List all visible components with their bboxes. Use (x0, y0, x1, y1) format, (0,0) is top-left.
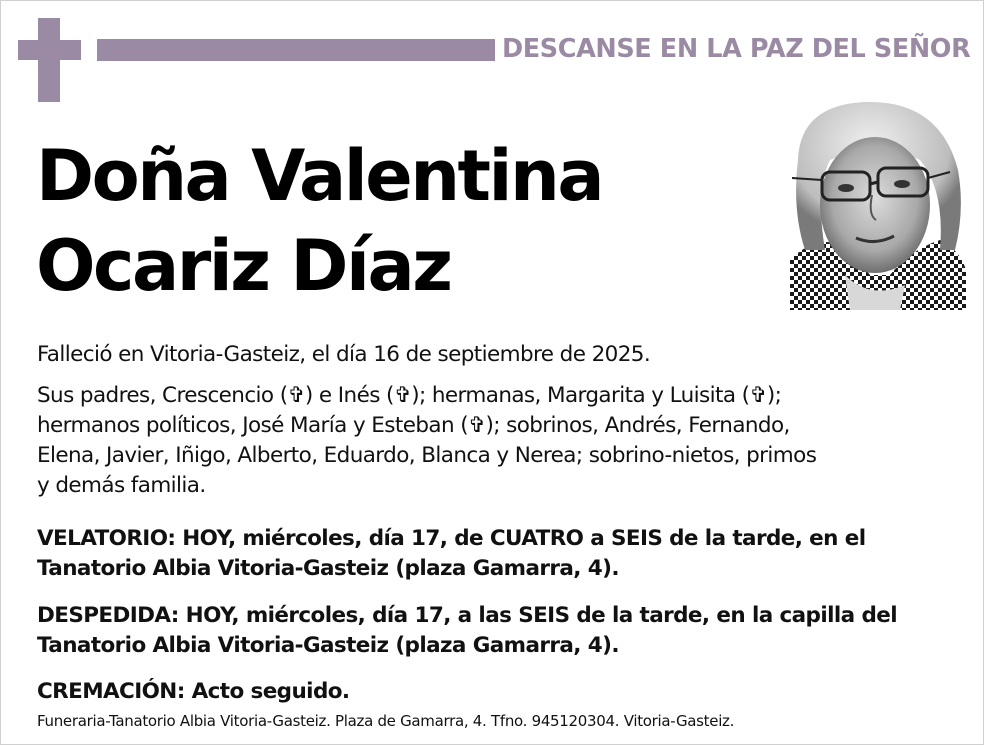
family-line: Sus padres, Crescencio (✞) e Inés (✞); hermanas, Margarita y Luisita (✞); (37, 383, 782, 408)
funeral-home-footer: Funeraria-Tanatorio Albia Vitoria-Gasteiz. Plaza de Gamarra, 4. Tfno. 945120304. Vitoria-Gasteiz. (37, 712, 735, 730)
velatorio-paragraph (37, 524, 957, 584)
velatorio-line: VELATORIO: HOY, miércoles, día 17, de CUATRO a SEIS de la tarde, en el (37, 526, 866, 551)
cross-horizontal-bar (18, 40, 81, 60)
family-line: Elena, Javier, Iñigo, Alberto, Eduardo, Blanca y Nerea; sobrino-nietos, primos (37, 443, 817, 468)
family-paragraph (37, 381, 957, 501)
cremacion-text: CREMACIÓN: Acto seguido. (37, 679, 350, 704)
family-line: y demás familia. (37, 473, 206, 498)
portrait-photo-icon (790, 100, 966, 310)
despedida-line: Tanatorio Albia Vitoria-Gasteiz (plaza Gamarra, 4). (37, 633, 619, 658)
velatorio-line: Tanatorio Albia Vitoria-Gasteiz (plaza Gamarra, 4). (37, 556, 619, 581)
header-title: DESCANSE EN LA PAZ DEL SEÑOR (502, 34, 971, 64)
deceased-name-line1: Doña Valentina (36, 135, 603, 217)
header-rule (97, 39, 495, 61)
despedida-line: DESPEDIDA: HOY, miércoles, día 17, a las SEIS de la tarde, en la capilla del (37, 603, 897, 628)
cross-vertical-bar (38, 18, 60, 102)
family-line: hermanos políticos, José María y Esteban (✞); sobrinos, Andrés, Fernando, (37, 413, 790, 438)
death-date-text: Falleció en Vitoria-Gasteiz, el día 16 de septiembre de 2025. (37, 342, 651, 367)
despedida-paragraph (37, 601, 957, 661)
deceased-name-line2: Ocariz Díaz (36, 225, 451, 307)
